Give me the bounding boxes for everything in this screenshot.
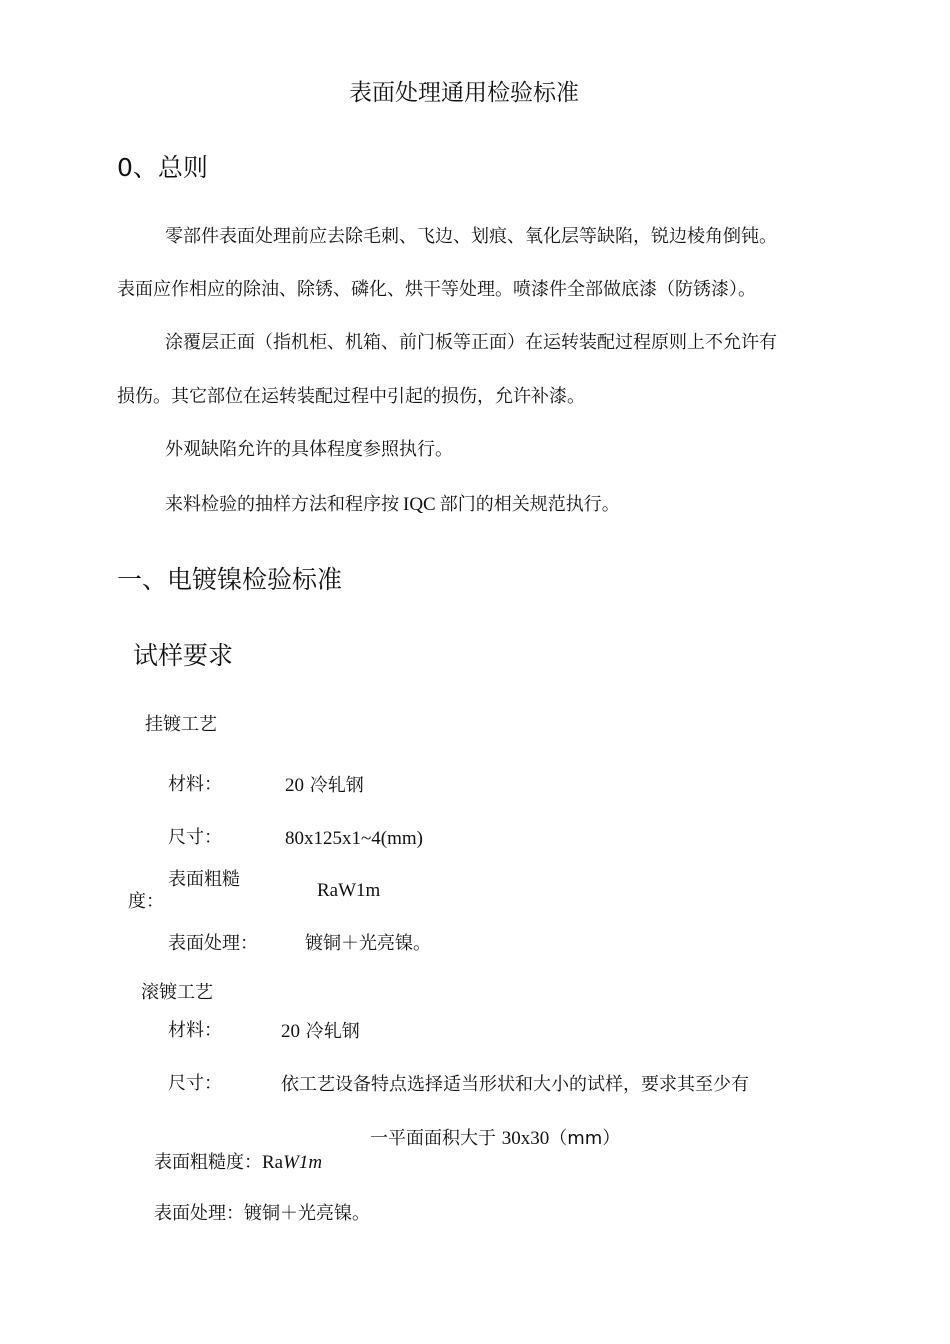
field-value [285,776,364,795]
field-row [154,1153,322,1172]
material-name: 冷轧钢 [305,1021,360,1042]
section-heading-nickel: 一、电镀镍检验标准 [117,565,343,594]
paragraph-line: 零部件表面处理前应去除毛刺、飞边、划痕、氧化层等缺陷，锐边棱角倒钝。 [165,226,777,247]
sub-heading-sample: 试样要求 [133,641,234,670]
paragraph-line: 涂覆层正面（指机柜、机箱、前门板等正面）在运转装配过程原则上不允许有 [165,332,777,353]
process-title-barrel: 滚镀工艺 [141,982,213,1003]
field-value-prefix: Ra [262,1152,284,1173]
field-value-unit: （mm） [549,1128,621,1149]
paragraph-line [165,495,620,514]
field-label: 材料： [168,774,222,795]
process-title-hang: 挂镀工艺 [145,714,217,735]
field-label: 尺寸： [168,827,222,848]
field-value: RaW1m [317,880,381,901]
material-grade: 20 [285,775,304,796]
paragraph-line: 外观缺陷允许的具体程度参照执行。 [165,439,453,460]
field-row [154,1205,370,1223]
section-heading-general: 0、总则 [117,153,208,182]
field-value [281,1022,360,1041]
paragraph-term: IQC [403,494,436,515]
field-value: 镀铜＋光亮镍。 [305,933,431,954]
paragraph-line: 损伤。其它部位在运转装配过程中引起的损伤，允许补漆。 [117,386,585,407]
field-label: 尺寸： [168,1073,222,1094]
paragraph-text: 部门的相关规范执行。 [439,494,620,515]
field-label: 表面处理： [154,1203,244,1224]
material-name: 冷轧钢 [309,775,364,796]
field-label: 表面处理： [168,933,258,954]
field-value [370,1129,620,1148]
page-title: 表面处理通用检验标准 [349,80,579,106]
field-value-text: 一平面面积大于 [370,1128,496,1149]
field-label: 表面粗糙 [168,869,240,890]
field-value: W1m [283,1152,323,1173]
field-value-dimension: 30x30 [501,1128,550,1149]
field-value: 80x125x1~4(mm) [285,828,423,849]
paragraph-text: 来料检验的抽样方法和程序按 [165,494,399,515]
field-label: 表面粗糙度： [154,1152,262,1173]
field-value: 依工艺设备特点选择适当形状和大小的试样，要求其至少有 [281,1074,749,1095]
material-grade: 20 [281,1021,300,1042]
field-label: 材料： [168,1020,222,1041]
field-value: 镀铜＋光亮镍。 [244,1203,370,1224]
paragraph-line: 表面应作相应的除油、除锈、磷化、烘干等处理。喷漆件全部做底漆（防锈漆）。 [117,279,756,300]
field-label: 度： [128,891,164,912]
